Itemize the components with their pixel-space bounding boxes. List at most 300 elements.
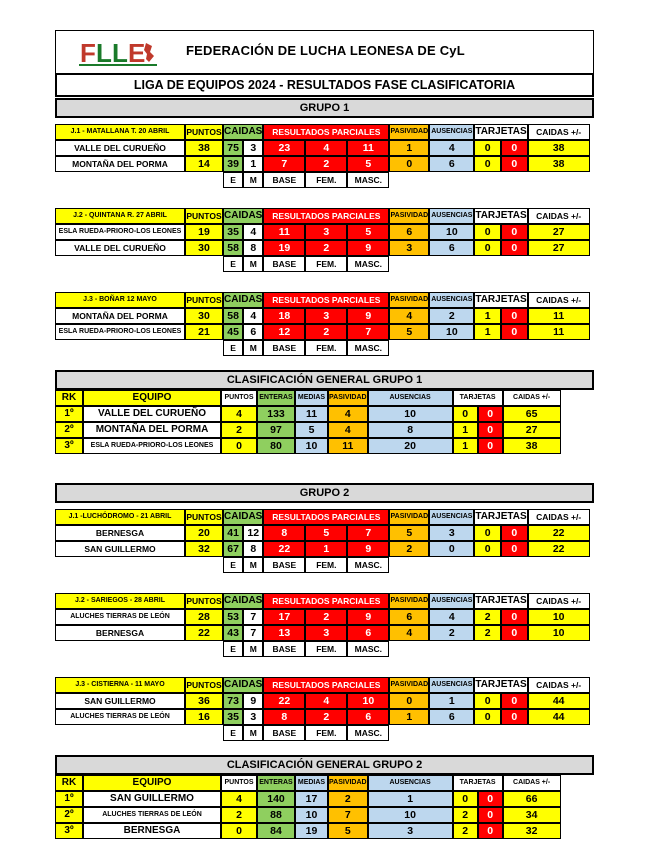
base-value: 17 (263, 609, 305, 625)
match-row (55, 709, 590, 725)
points-header: PUNTOS (221, 775, 257, 791)
team-name: BERNESGA (55, 625, 185, 641)
group-1-section (55, 98, 594, 454)
points-header: PUNTOS (185, 593, 223, 609)
team-name: ALUCHES TIERRAS DE LEÓN (55, 609, 185, 625)
passivity-header: PASIVIDAD (389, 593, 429, 609)
partial-results-header: RESULTADOS PARCIALES (263, 208, 389, 224)
partial-results-header: RESULTADOS PARCIALES (263, 677, 389, 693)
match-sublabel-row (55, 725, 590, 741)
team-name: MONTAÑA DEL PORMA (55, 308, 185, 324)
fem-value: 2 (305, 609, 347, 625)
team-name: VALLE DEL CURUEÑO (55, 140, 185, 156)
half-falls-label: M (243, 256, 263, 272)
points-value: 0 (221, 823, 257, 839)
cards-header: TARJETAS (474, 593, 527, 609)
yellow-cards-value: 0 (474, 140, 501, 156)
masc-value: 9 (347, 541, 389, 557)
passivity-value: 6 (389, 609, 429, 625)
falls-diff-value: 66 (503, 791, 561, 807)
group-title: GRUPO 1 (55, 98, 594, 118)
passivity-value: 5 (389, 324, 429, 340)
absences-value: 4 (429, 609, 474, 625)
passivity-value: 11 (328, 438, 368, 454)
absences-value: 3 (429, 525, 474, 541)
absences-value: 4 (429, 140, 474, 156)
absences-value: 6 (429, 240, 474, 256)
passivity-header: PASIVIDAD (328, 775, 368, 791)
passivity-header: PASIVIDAD (389, 509, 429, 525)
team-name: VALLE DEL CURUEÑO (83, 406, 221, 422)
group-title: GRUPO 2 (55, 483, 594, 503)
match-header-row (55, 593, 590, 609)
red-cards-value: 0 (478, 438, 503, 454)
passivity-value: 0 (389, 156, 429, 172)
fem-label: FEM. (305, 641, 347, 657)
falls-half-value: 3 (243, 709, 263, 725)
match-name: J.3 - BOÑAR 12 MAYO (55, 292, 185, 308)
team-name: SAN GUILLERMO (83, 791, 221, 807)
falls-diff-header: CAIDAS +/- (528, 593, 590, 609)
falls-full-value: 41 (223, 525, 243, 541)
match-row (55, 308, 590, 324)
red-cards-value: 0 (501, 625, 528, 641)
half-falls-value: 19 (295, 823, 328, 839)
passivity-value: 4 (328, 406, 368, 422)
base-value: 13 (263, 625, 305, 641)
red-cards-value: 0 (501, 140, 528, 156)
points-value: 0 (221, 438, 257, 454)
team-header: EQUIPO (83, 390, 221, 406)
fem-value: 5 (305, 525, 347, 541)
half-falls-label: M (243, 340, 263, 356)
falls-diff-value: 32 (503, 823, 561, 839)
falls-half-value: 1 (243, 156, 263, 172)
team-name: VALLE DEL CURUEÑO (55, 240, 185, 256)
absences-value: 2 (429, 308, 474, 324)
masc-label: MASC. (347, 557, 389, 573)
yellow-cards-value: 0 (474, 240, 501, 256)
absences-header: AUSENCIAS (429, 124, 474, 140)
passivity-value: 0 (389, 693, 429, 709)
yellow-cards-value: 1 (474, 324, 501, 340)
partial-results-header: RESULTADOS PARCIALES (263, 593, 389, 609)
falls-diff-value: 38 (528, 140, 590, 156)
rank-value: 1º (55, 791, 83, 807)
base-value: 19 (263, 240, 305, 256)
absences-header: AUSENCIAS (429, 677, 474, 693)
absences-value: 20 (368, 438, 453, 454)
match-header-row (55, 124, 590, 140)
points-value: 16 (185, 709, 223, 725)
fem-value: 2 (305, 324, 347, 340)
falls-diff-header: CAIDAS +/- (528, 124, 590, 140)
fem-value: 1 (305, 541, 347, 557)
base-label: BASE (263, 725, 305, 741)
red-cards-value: 0 (501, 541, 528, 557)
match-name: J.2 - QUINTANA R. 27 ABRIL (55, 208, 185, 224)
absences-header: AUSENCIAS (368, 775, 453, 791)
points-value: 4 (221, 406, 257, 422)
points-value: 28 (185, 609, 223, 625)
falls-diff-value: 44 (528, 709, 590, 725)
yellow-cards-value: 0 (474, 693, 501, 709)
points-value: 22 (185, 625, 223, 641)
falls-diff-value: 11 (528, 308, 590, 324)
team-name: MONTAÑA DEL PORMA (83, 422, 221, 438)
absences-value: 10 (368, 807, 453, 823)
match-header-row (55, 292, 590, 308)
passivity-header: PASIVIDAD (328, 390, 368, 406)
yellow-cards-value: 1 (453, 422, 478, 438)
base-value: 22 (263, 541, 305, 557)
masc-value: 10 (347, 693, 389, 709)
team-name: BERNESGA (83, 823, 221, 839)
half-falls-label: M (243, 641, 263, 657)
yellow-cards-value: 2 (453, 823, 478, 839)
passivity-header: PASIVIDAD (389, 124, 429, 140)
points-header: PUNTOS (185, 124, 223, 140)
falls-diff-value: 44 (528, 693, 590, 709)
group-2-section (55, 483, 594, 839)
falls-full-value: 53 (223, 609, 243, 625)
points-header: PUNTOS (185, 677, 223, 693)
yellow-cards-value: 0 (474, 541, 501, 557)
red-cards-value: 0 (501, 324, 528, 340)
falls-diff-header: CAIDAS +/- (528, 292, 590, 308)
full-falls-label: E (223, 340, 243, 356)
rank-header: RK (55, 775, 83, 791)
team-name: ESLA RUEDA-PRIORO-LOS LEONES (83, 438, 221, 454)
base-value: 22 (263, 693, 305, 709)
falls-diff-value: 22 (528, 541, 590, 557)
falls-header: CAIDAS (223, 593, 263, 609)
base-label: BASE (263, 172, 305, 188)
match-row (55, 240, 590, 256)
fem-label: FEM. (305, 725, 347, 741)
points-value: 30 (185, 240, 223, 256)
half-falls-value: 17 (295, 791, 328, 807)
absences-header: AUSENCIAS (429, 593, 474, 609)
federation-title: FEDERACIÓN DE LUCHA LEONESA DE CyL (186, 43, 465, 58)
cards-header: TARJETAS (474, 208, 527, 224)
points-value: 20 (185, 525, 223, 541)
match-row (55, 324, 590, 340)
red-cards-value: 0 (501, 156, 528, 172)
falls-full-value: 39 (223, 156, 243, 172)
cards-header: TARJETAS (474, 677, 527, 693)
base-label: BASE (263, 340, 305, 356)
absences-header: AUSENCIAS (429, 292, 474, 308)
half-falls-header: MEDIAS (295, 775, 328, 791)
falls-half-value: 4 (243, 224, 263, 240)
points-value: 14 (185, 156, 223, 172)
falls-diff-value: 10 (528, 625, 590, 641)
fem-value: 2 (305, 156, 347, 172)
absences-value: 0 (429, 541, 474, 557)
falls-half-value: 12 (243, 525, 263, 541)
full-falls-value: 133 (257, 406, 295, 422)
absences-value: 2 (429, 625, 474, 641)
match-sublabel-row (55, 256, 590, 272)
masc-value: 9 (347, 240, 389, 256)
yellow-cards-value: 1 (453, 438, 478, 454)
falls-diff-value: 10 (528, 609, 590, 625)
falls-half-value: 7 (243, 609, 263, 625)
yellow-cards-value: 0 (474, 709, 501, 725)
half-falls-header: MEDIAS (295, 390, 328, 406)
masc-value: 5 (347, 156, 389, 172)
match-row (55, 693, 590, 709)
yellow-cards-value: 2 (453, 807, 478, 823)
full-falls-label: E (223, 641, 243, 657)
absences-value: 6 (429, 156, 474, 172)
team-name: MONTAÑA DEL PORMA (55, 156, 185, 172)
falls-header: CAIDAS (223, 292, 263, 308)
falls-half-value: 8 (243, 240, 263, 256)
standings-row (55, 823, 561, 839)
red-cards-value: 0 (501, 693, 528, 709)
base-value: 18 (263, 308, 305, 324)
absences-value: 10 (429, 224, 474, 240)
fem-label: FEM. (305, 256, 347, 272)
fem-value: 4 (305, 693, 347, 709)
federation-logo-icon (78, 37, 158, 67)
absences-header: AUSENCIAS (368, 390, 453, 406)
points-value: 30 (185, 308, 223, 324)
red-cards-value: 0 (478, 807, 503, 823)
falls-diff-header: CAIDAS +/- (528, 677, 590, 693)
falls-half-value: 7 (243, 625, 263, 641)
masc-label: MASC. (347, 256, 389, 272)
standings-header-row (55, 390, 561, 406)
passivity-header: PASIVIDAD (389, 292, 429, 308)
absences-value: 10 (429, 324, 474, 340)
red-cards-value: 0 (501, 240, 528, 256)
full-falls-label: E (223, 725, 243, 741)
falls-half-value: 3 (243, 140, 263, 156)
match-table (55, 509, 590, 573)
match-sublabel-row (55, 641, 590, 657)
absences-value: 3 (368, 823, 453, 839)
match-table (55, 677, 590, 741)
full-falls-header: ENTERAS (257, 390, 295, 406)
points-header: PUNTOS (185, 509, 223, 525)
yellow-cards-value: 0 (453, 791, 478, 807)
match-row (55, 609, 590, 625)
red-cards-value: 0 (501, 709, 528, 725)
absences-value: 6 (429, 709, 474, 725)
standings-title: CLASIFICACIÓN GENERAL GRUPO 2 (55, 755, 594, 775)
points-value: 2 (221, 807, 257, 823)
yellow-cards-value: 0 (474, 224, 501, 240)
passivity-header: PASIVIDAD (389, 208, 429, 224)
absences-value: 1 (368, 791, 453, 807)
half-falls-value: 5 (295, 422, 328, 438)
yellow-cards-value: 0 (453, 406, 478, 422)
falls-diff-value: 38 (528, 156, 590, 172)
standings-row (55, 406, 561, 422)
standings-table (55, 775, 561, 839)
falls-full-value: 73 (223, 693, 243, 709)
masc-value: 7 (347, 525, 389, 541)
base-value: 11 (263, 224, 305, 240)
base-label: BASE (263, 557, 305, 573)
match-name: J.1 -LUCHÓDROMO - 21 ABRIL (55, 509, 185, 525)
standings-header-row (55, 775, 561, 791)
full-falls-value: 97 (257, 422, 295, 438)
header (55, 30, 594, 73)
passivity-value: 4 (328, 422, 368, 438)
points-value: 21 (185, 324, 223, 340)
passivity-value: 6 (389, 224, 429, 240)
falls-diff-header: CAIDAS +/- (528, 208, 590, 224)
full-falls-value: 88 (257, 807, 295, 823)
half-falls-value: 10 (295, 438, 328, 454)
red-cards-value: 0 (501, 609, 528, 625)
rank-value: 2º (55, 807, 83, 823)
cards-header: TARJETAS (453, 390, 503, 406)
red-cards-value: 0 (478, 422, 503, 438)
team-name: ESLA RUEDA-PRIORO-LOS LEONES (55, 224, 185, 240)
masc-value: 9 (347, 308, 389, 324)
full-falls-label: E (223, 172, 243, 188)
match-table (55, 593, 590, 657)
match-row (55, 156, 590, 172)
falls-half-value: 4 (243, 308, 263, 324)
yellow-cards-value: 2 (474, 609, 501, 625)
fem-value: 3 (305, 625, 347, 641)
team-header: EQUIPO (83, 775, 221, 791)
falls-header: CAIDAS (223, 124, 263, 140)
base-value: 8 (263, 525, 305, 541)
league-title: LIGA DE EQUIPOS 2024 - RESULTADOS FASE CLASIFICATORIA (55, 73, 594, 97)
masc-value: 6 (347, 709, 389, 725)
falls-diff-header: CAIDAS +/- (503, 390, 561, 406)
match-sublabel-row (55, 340, 590, 356)
match-name: J.1 - MATALLANA T. 20 ABRIL (55, 124, 185, 140)
full-falls-value: 140 (257, 791, 295, 807)
standings-row (55, 791, 561, 807)
team-name: BERNESGA (55, 525, 185, 541)
base-value: 8 (263, 709, 305, 725)
svg-text:E: E (128, 38, 146, 67)
match-header-row (55, 208, 590, 224)
passivity-value: 1 (389, 140, 429, 156)
absences-header: AUSENCIAS (429, 208, 474, 224)
falls-diff-value: 27 (528, 240, 590, 256)
base-value: 12 (263, 324, 305, 340)
half-falls-value: 10 (295, 807, 328, 823)
passivity-value: 4 (389, 308, 429, 324)
match-row (55, 140, 590, 156)
svg-text:L: L (112, 38, 128, 67)
fem-value: 4 (305, 140, 347, 156)
falls-diff-value: 11 (528, 324, 590, 340)
falls-half-value: 9 (243, 693, 263, 709)
falls-header: CAIDAS (223, 509, 263, 525)
falls-full-value: 75 (223, 140, 243, 156)
yellow-cards-value: 0 (474, 525, 501, 541)
results-sheet (55, 30, 594, 839)
match-row (55, 625, 590, 641)
falls-full-value: 35 (223, 709, 243, 725)
masc-value: 9 (347, 609, 389, 625)
full-falls-header: ENTERAS (257, 775, 295, 791)
points-value: 2 (221, 422, 257, 438)
falls-diff-value: 22 (528, 525, 590, 541)
standings-title: CLASIFICACIÓN GENERAL GRUPO 1 (55, 370, 594, 390)
points-value: 4 (221, 791, 257, 807)
points-value: 38 (185, 140, 223, 156)
standings-row (55, 807, 561, 823)
points-header: PUNTOS (221, 390, 257, 406)
red-cards-value: 0 (501, 525, 528, 541)
falls-diff-value: 38 (503, 438, 561, 454)
fem-value: 3 (305, 224, 347, 240)
points-value: 19 (185, 224, 223, 240)
match-table (55, 124, 590, 188)
partial-results-header: RESULTADOS PARCIALES (263, 292, 389, 308)
match-sublabel-row (55, 557, 590, 573)
rank-header: RK (55, 390, 83, 406)
rank-value: 2º (55, 422, 83, 438)
match-header-row (55, 677, 590, 693)
masc-label: MASC. (347, 725, 389, 741)
passivity-value: 5 (389, 525, 429, 541)
yellow-cards-value: 2 (474, 625, 501, 641)
team-name: ALUCHES TIERRAS DE LEÓN (83, 807, 221, 823)
passivity-header: PASIVIDAD (389, 677, 429, 693)
fem-value: 2 (305, 240, 347, 256)
yellow-cards-value: 1 (474, 308, 501, 324)
fem-value: 2 (305, 709, 347, 725)
fem-label: FEM. (305, 172, 347, 188)
red-cards-value: 0 (478, 406, 503, 422)
full-falls-value: 80 (257, 438, 295, 454)
falls-full-value: 67 (223, 541, 243, 557)
absences-value: 10 (368, 406, 453, 422)
base-label: BASE (263, 641, 305, 657)
match-row (55, 541, 590, 557)
falls-header: CAIDAS (223, 677, 263, 693)
passivity-value: 4 (389, 625, 429, 641)
cards-header: TARJETAS (474, 124, 527, 140)
standings-row (55, 438, 561, 454)
team-name: ESLA RUEDA-PRIORO-LOS LEONES (55, 324, 185, 340)
cards-header: TARJETAS (453, 775, 503, 791)
red-cards-value: 0 (478, 823, 503, 839)
match-name: J.2 - SARIEGOS - 28 ABRIL (55, 593, 185, 609)
match-sublabel-row (55, 172, 590, 188)
falls-half-value: 6 (243, 324, 263, 340)
masc-value: 7 (347, 324, 389, 340)
masc-value: 5 (347, 224, 389, 240)
cards-header: TARJETAS (474, 292, 527, 308)
team-name: SAN GUILLERMO (55, 693, 185, 709)
rank-value: 3º (55, 438, 83, 454)
fem-label: FEM. (305, 557, 347, 573)
falls-header: CAIDAS (223, 208, 263, 224)
falls-half-value: 8 (243, 541, 263, 557)
passivity-value: 2 (328, 791, 368, 807)
passivity-value: 5 (328, 823, 368, 839)
absences-header: AUSENCIAS (429, 509, 474, 525)
passivity-value: 3 (389, 240, 429, 256)
team-name: SAN GUILLERMO (55, 541, 185, 557)
half-falls-label: M (243, 557, 263, 573)
masc-value: 6 (347, 625, 389, 641)
